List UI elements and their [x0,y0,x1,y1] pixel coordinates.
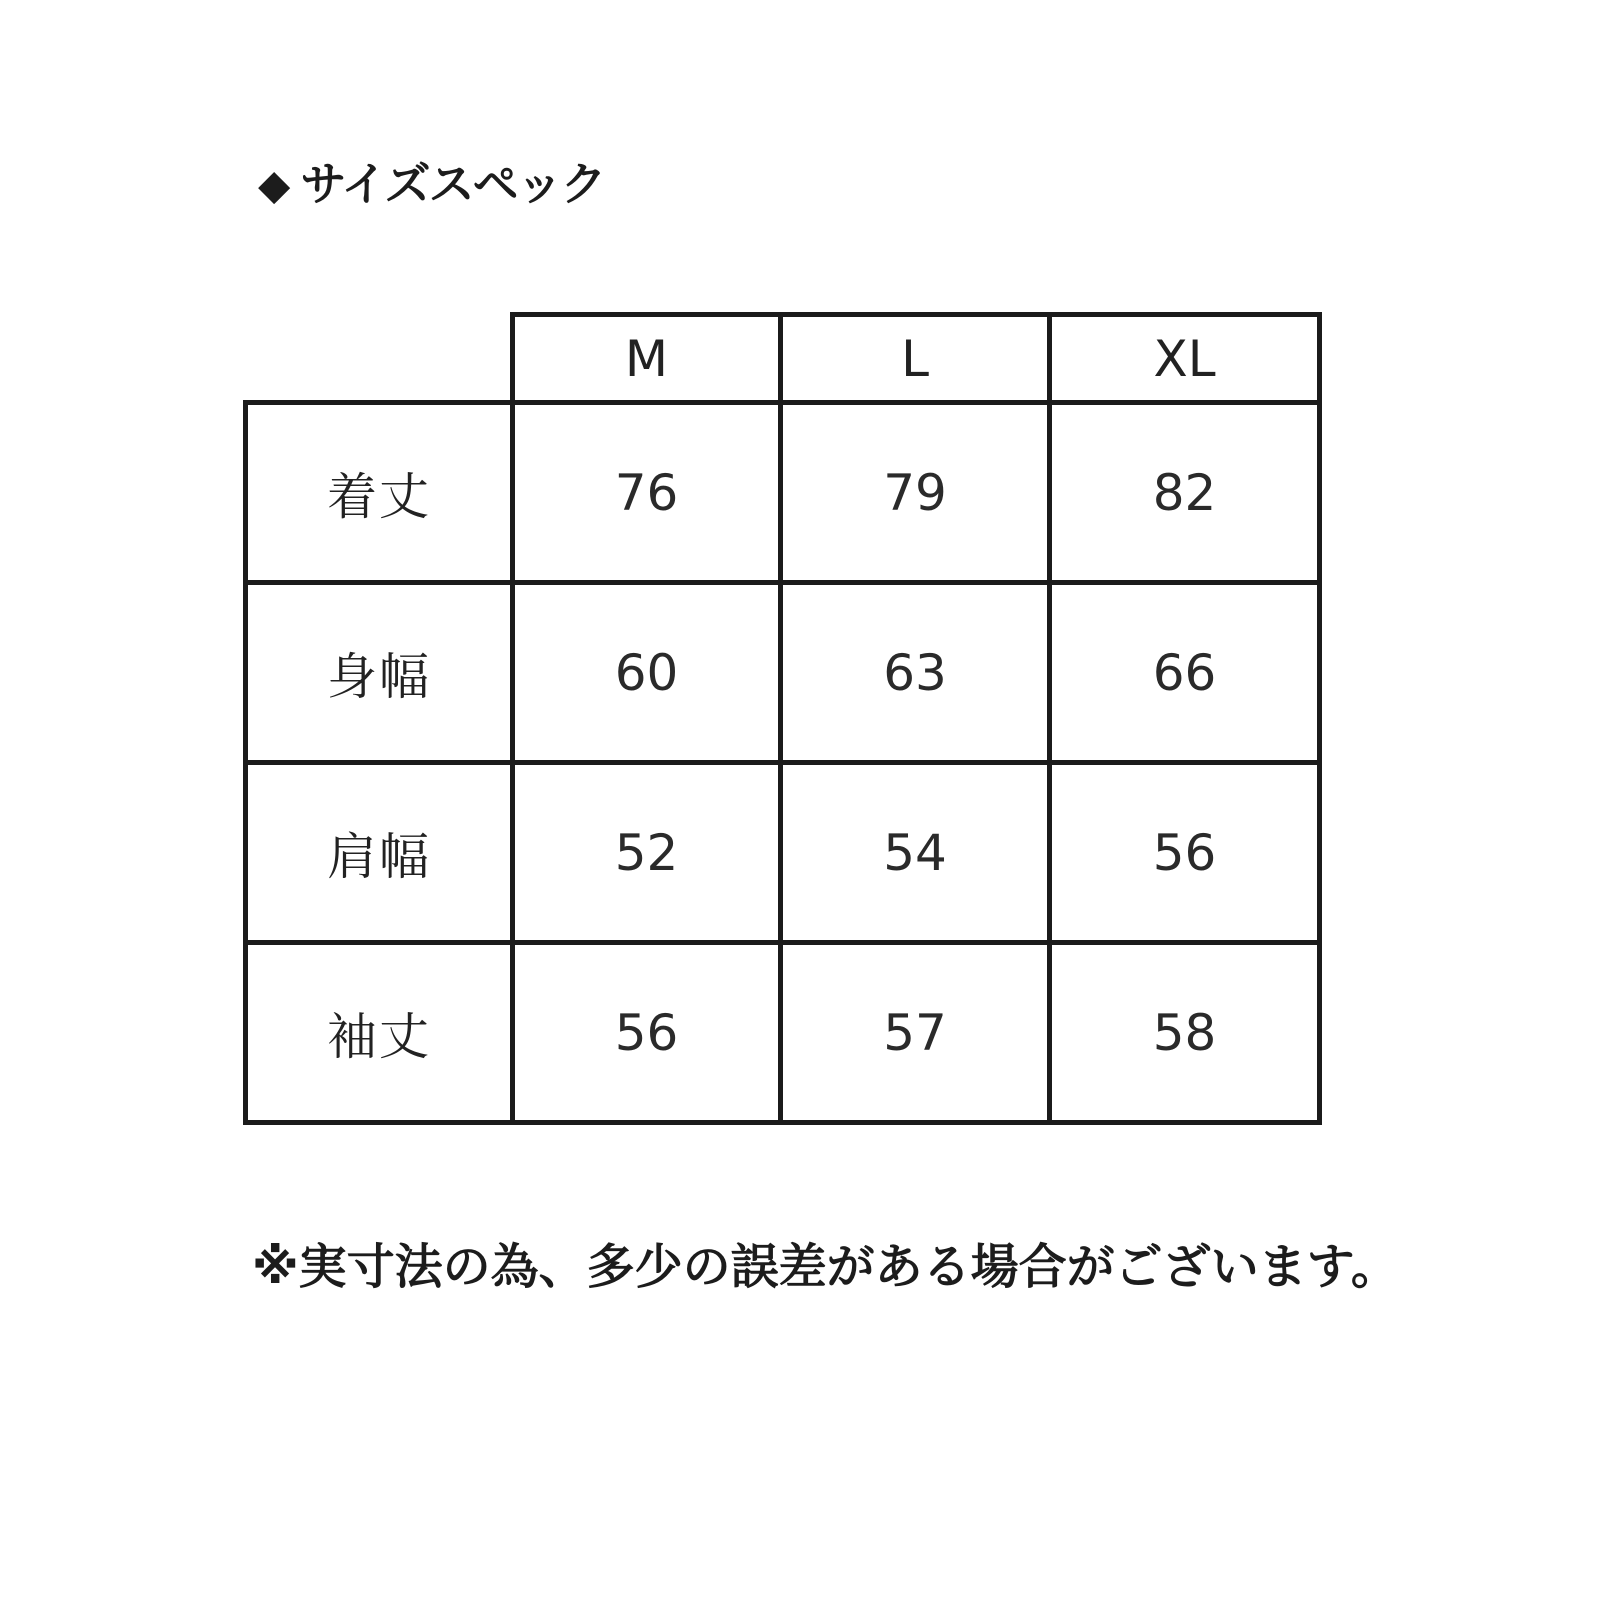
size-value-cell: 66 [1050,583,1320,763]
size-column-header-xl: XL [1050,315,1320,403]
measurement-disclaimer: ※実寸法の為、多少の誤差がある場合がございます。 [252,1239,1399,1295]
size-value-cell: 56 [513,943,781,1123]
page-title-text: サイズスペック [300,157,605,211]
size-column-header-m: M [513,315,781,403]
size-value-cell: 56 [1050,763,1320,943]
page-title [258,148,605,214]
size-header-row [246,315,1320,403]
table-row-sleeve-length [246,943,1320,1123]
measurement-label: 肩幅 [246,763,513,943]
size-value-cell: 52 [513,763,781,943]
size-column-header-l: L [781,315,1050,403]
size-value-cell: 76 [513,403,781,583]
measurement-label: 袖丈 [246,943,513,1123]
size-value-cell: 60 [513,583,781,763]
table-row-shoulder-width [246,763,1320,943]
size-value-cell: 79 [781,403,1050,583]
size-value-cell: 57 [781,943,1050,1123]
measurement-label: 身幅 [246,583,513,763]
diamond-bullet-icon: ◆ [258,160,291,209]
size-value-cell: 82 [1050,403,1320,583]
table-row-body-length [246,403,1320,583]
size-value-cell: 63 [781,583,1050,763]
table-row-body-width [246,583,1320,763]
blank-corner-cell [246,315,513,403]
measurement-label: 着丈 [246,403,513,583]
size-spec-table [243,312,1322,1125]
size-value-cell: 58 [1050,943,1320,1123]
size-value-cell: 54 [781,763,1050,943]
